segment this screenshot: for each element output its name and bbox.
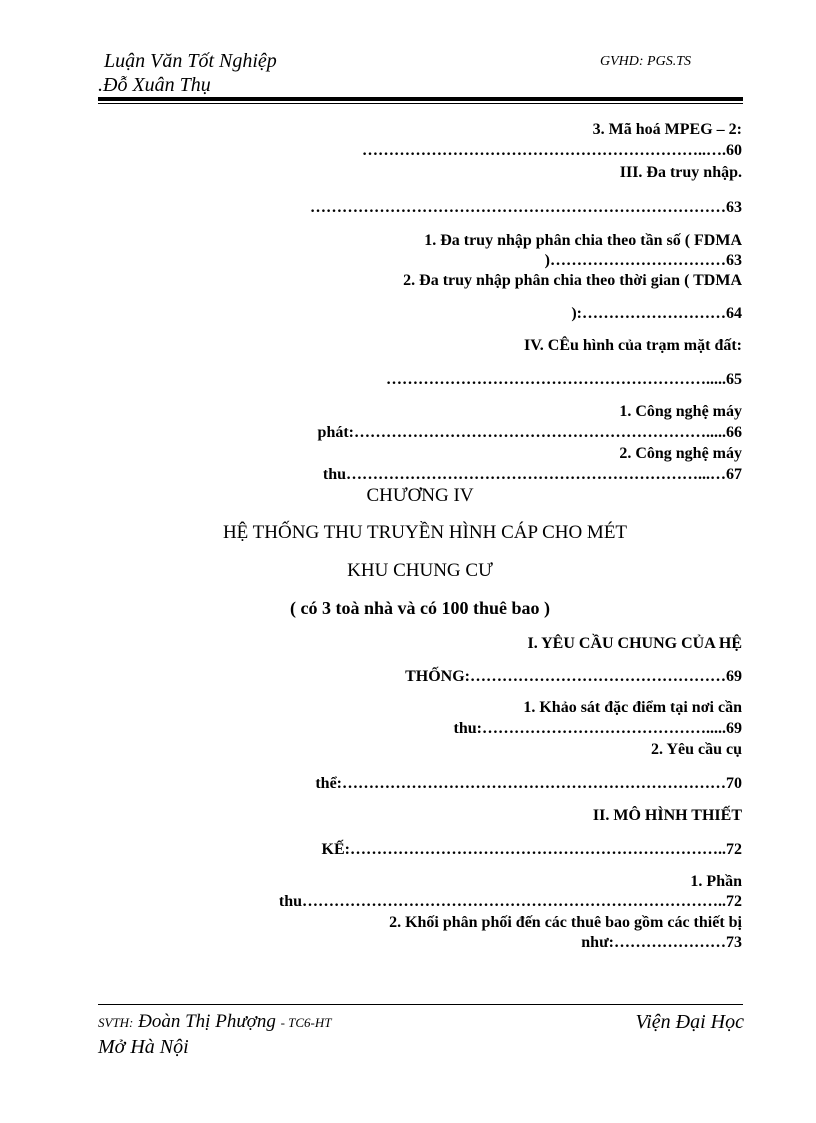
toc-entry: 1. Đa truy nhập phân chia theo tần số ( FDMA <box>424 232 742 249</box>
toc-entry: 1. Khảo sát đặc điểm tại nơi cần <box>523 699 742 716</box>
toc-entry: KẾ:……………………………………………………………..72 <box>321 841 742 858</box>
toc-entry: …………………………………………………….....65 <box>386 371 742 388</box>
chapter-title-line2: KHU CHUNG CƯ <box>347 560 493 581</box>
footer-author-line <box>98 1011 332 1033</box>
chapter-title-line1: HỆ THỐNG THU TRUYỀN HÌNH CÁP CHO MÉT <box>222 522 628 543</box>
toc-entry: thu……………………………………………………………………..72 <box>278 893 742 910</box>
chapter-number: CHƯƠNG IV <box>366 485 474 506</box>
toc-entry: thể:………………………………………………………………70 <box>315 775 742 792</box>
toc-entry: ………………………………………………………..….60 <box>362 142 742 159</box>
toc-entry: 1. Phần <box>690 873 742 890</box>
header-title: Luận Văn Tốt Nghiệp <box>104 50 277 72</box>
toc-entry: ……………………………………………………………………63 <box>310 199 742 216</box>
footer-institution-line2: Mở Hà Nội <box>98 1036 189 1058</box>
toc-entry: như:…………………73 <box>581 934 742 951</box>
toc-entry: thu:…………………………………….....69 <box>453 720 742 737</box>
toc-entry: 2. Công nghệ máy <box>619 445 742 462</box>
toc-entry: 1. Công nghệ máy <box>619 403 742 420</box>
toc-entry: ):………………………64 <box>571 305 742 322</box>
toc-entry: )……………………………63 <box>544 252 742 269</box>
header-subtitle: .Đỗ Xuân Thụ <box>98 74 211 96</box>
header-rule-thick <box>98 97 743 101</box>
chapter-subtitle: ( có 3 toà nhà và có 100 thuê bao ) <box>290 598 550 618</box>
footer-institution-line1: Viện Đại Học <box>635 1011 744 1033</box>
toc-entry: 2. Yêu cầu cụ <box>651 741 742 758</box>
toc-entry: I. YÊU CẦU CHUNG CỦA HỆ <box>527 635 742 652</box>
footer-class: - TC6-HT <box>280 1015 332 1030</box>
footer-author: Đoàn Thị Phượng <box>138 1011 276 1032</box>
footer-svth-label: SVTH: <box>98 1015 134 1030</box>
header-advisor: GVHD: PGS.TS <box>600 54 691 69</box>
toc-entry: IV. CÊu hình của trạm mặt đất: <box>524 337 742 354</box>
toc-entry: 2. Đa truy nhập phân chia theo thời gian ( TDMA <box>403 272 742 289</box>
toc-entry: II. MÔ HÌNH THIẾT <box>592 807 742 824</box>
toc-entry: THỐNG:…………………………………………69 <box>405 668 742 685</box>
header-rule-thin <box>98 103 743 104</box>
toc-entry: thu…………………………………………………………...…67 <box>322 466 742 483</box>
toc-entry: III. Đa truy nhập. <box>619 164 742 181</box>
toc-entry: 3. Mã hoá MPEG – 2: <box>592 121 742 138</box>
toc-entry: 2. Khối phân phối đến các thuê bao gồm các thiết bị <box>389 914 742 931</box>
toc-entry: phát:………………………………………………………….....66 <box>317 424 742 441</box>
footer-rule <box>98 1004 743 1005</box>
